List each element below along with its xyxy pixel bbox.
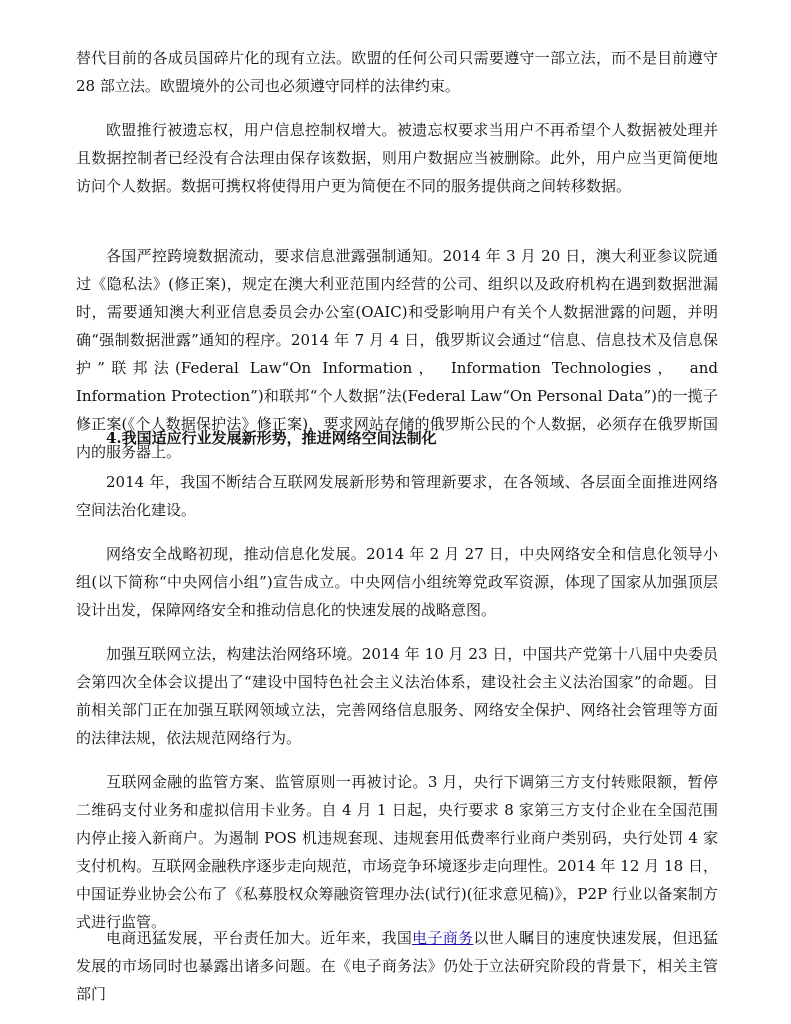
section-heading-4: 4.我国适应行业发展新形势，推进网络空间法制化 [106, 429, 437, 447]
paragraph-2014-overview: 2014 年，我国不断结合互联网发展新形势和管理新要求，在各领域、各层面全面推进网络空间法治化建设。 [76, 473, 718, 519]
paragraph-internet-finance: 互联网金融的监管方案、监管原则一再被讨论。3 月，央行下调第三方支付转账限额，暂停二维码支付业务和虚拟信用卡业务。自 4 月 1 日起，央行要求 8 家第三方支付企业在全国范围内停止接入新商户。为遏制 POS 机违规套现、违规套用低费率行业商户类别码，央行处罚 4 家支付机构。互联网金融秩序逐步走向规范，市场竞争环境逐步走向理性。2014 年 12 月 18 日，中国证券业协会公布了《私募股权众筹融资管理办法(试行)(征求意见稿)》，P2P 行业以备案制方式进行监管。 [76, 773, 718, 931]
paragraph-cross-border-data: 各国严控跨境数据流动，要求信息泄露强制通知。2014 年 3 月 20 日，澳大利亚参议院通过《隐私法》(修正案)，规定在澳大利亚范围内经营的公司、组织以及政府机构在遇到数据泄漏时，需要通知澳大利亚信息委员会办公室(OAIC)和受影响用户有关个人数据泄露的问题，并明确“强制数据泄露”通知的程序。2014 年 7 月 4 日，俄罗斯议会通过“信息、信息技术及信息保护”联邦法(Federal Law“On Information， Information Technologies， and Information Protection”)和联邦“个人数据”法(Federal Law“On Personal Data”)的一揽子修正案(《个人数据保护法》修正案)，要求网站存储的俄罗斯公民的个人数据，必须存在俄罗斯国内的服务器上。 [76, 247, 718, 461]
paragraph-cyber-security-strategy: 网络安全战略初现，推动信息化发展。2014 年 2 月 27 日，中央网络安全和信息化领导小组(以下简称“中央网信小组”)宣告成立。中央网信小组统筹党政军资源，体现了国家从加强顶层设计出发，保障网络安全和推动信息化的快速发展的战略意图。 [76, 545, 718, 619]
paragraph-right-to-be-forgotten: 欧盟推行被遗忘权，用户信息控制权增大。被遗忘权要求当用户不再希望个人数据被处理并且数据控制者已经没有合法理由保存该数据，则用户数据应当被删除。此外，用户应当更简便地访问个人数据。数据可携权将使得用户更为简便在不同的服务提供商之间转移数据。 [76, 121, 718, 195]
ecommerce-text-after: 以世人瞩目的速度快速发展，但迅猛发展的市场同时也暴露出诸多问题。在《电子商务法》仍处于立法研究阶段的背景下，相关主管部门 [76, 929, 718, 1003]
ecommerce-text-before: 电商迅猛发展，平台责任加大。近年来，我国 [106, 929, 413, 947]
paragraph-eu-unified-law: 替代目前的各成员国碎片化的现有立法。欧盟的任何公司只需要遵守一部立法，而不是目前遵守 28 部立法。欧盟境外的公司也必须遵守同样的法律约束。 [76, 49, 718, 95]
ecommerce-link[interactable]: 电子商务 [412, 929, 474, 947]
paragraph-internet-legislation: 加强互联网立法，构建法治网络环境。2014 年 10 月 23 日，中国共产党第十八届中央委员会第四次全体会议提出了“建设中国特色社会主义法治体系，建设社会主义法治国家”的命题。目前相关部门正在加强互联网领域立法，完善网络信息服务、网络安全保护、网络社会管理等方面的法律法规，依法规范网络行为。 [76, 645, 718, 747]
paragraph-ecommerce [76, 924, 718, 1008]
